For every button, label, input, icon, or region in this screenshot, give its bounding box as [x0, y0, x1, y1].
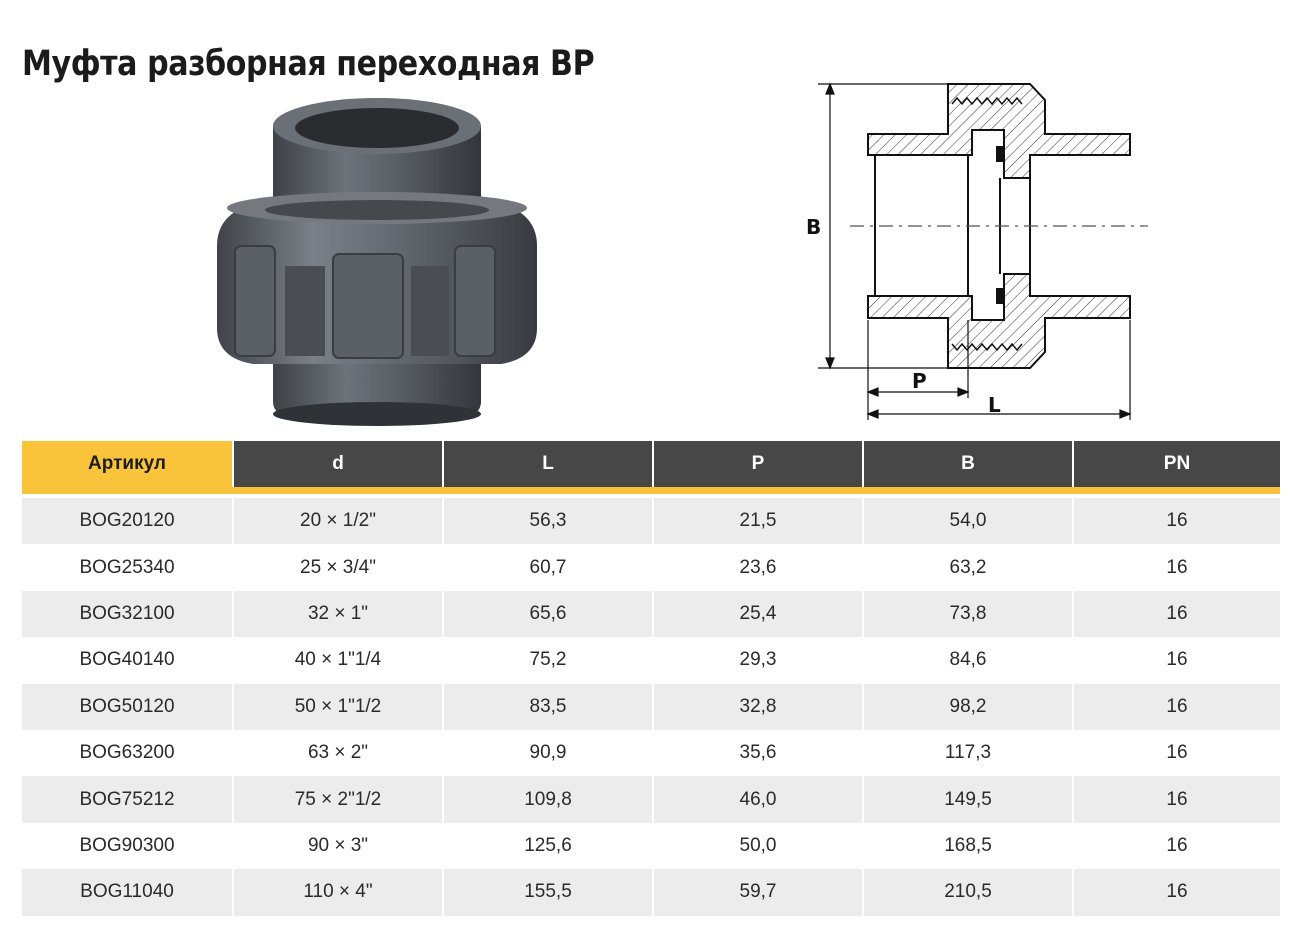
cell-l: 60,7 [442, 544, 652, 590]
cell-b: 149,5 [862, 776, 1072, 822]
cell-b: 210,5 [862, 869, 1072, 915]
cell-l: 90,9 [442, 730, 652, 776]
header-p: P [652, 441, 862, 487]
cell-pn: 16 [1072, 544, 1280, 590]
cell-l: 56,3 [442, 498, 652, 544]
cell-d: 25 × 3/4" [232, 544, 442, 590]
cell-pn: 16 [1072, 730, 1280, 776]
cell-p: 21,5 [652, 498, 862, 544]
cell-p: 32,8 [652, 684, 862, 730]
cell-pn: 16 [1072, 637, 1280, 683]
cell-d: 40 × 1"1/4 [232, 637, 442, 683]
cell-b: 117,3 [862, 730, 1072, 776]
cell-article: BOG40140 [79, 649, 175, 671]
cell-d: 90 × 3" [232, 823, 442, 869]
cell-article: BOG75212 [79, 788, 175, 810]
table-body [22, 498, 1280, 916]
cell-article: BOG50120 [79, 695, 175, 717]
cell-p: 29,3 [652, 637, 862, 683]
product-photo [205, 96, 550, 426]
cell-article: BOG90300 [79, 834, 175, 856]
cell-l: 125,6 [442, 823, 652, 869]
cell-b: 63,2 [862, 544, 1072, 590]
cell-d: 20 × 1/2" [232, 498, 442, 544]
cell-p: 25,4 [652, 591, 862, 637]
cell-b: 84,6 [862, 637, 1072, 683]
cell-article: BOG25340 [79, 556, 175, 578]
cell-l: 83,5 [442, 684, 652, 730]
cell-article: BOG20120 [79, 510, 175, 532]
cell-d: 75 × 2"1/2 [232, 776, 442, 822]
cell-p: 35,6 [652, 730, 862, 776]
cell-b: 73,8 [862, 591, 1072, 637]
cell-pn: 16 [1072, 591, 1280, 637]
cell-pn: 16 [1072, 684, 1280, 730]
technical-drawing [800, 76, 1160, 426]
table-header [22, 441, 1280, 487]
cell-d: 50 × 1"1/2 [232, 684, 442, 730]
spec-table [22, 441, 1280, 916]
dimension-label-p: P [912, 369, 927, 393]
table-row [22, 591, 1280, 637]
table-row [22, 684, 1280, 730]
cell-l: 65,6 [442, 591, 652, 637]
cell-pn: 16 [1072, 776, 1280, 822]
cell-l: 155,5 [442, 869, 652, 915]
table-row [22, 544, 1280, 590]
header-b: B [862, 441, 1072, 487]
cell-p: 50,0 [652, 823, 862, 869]
cell-pn: 16 [1072, 823, 1280, 869]
cell-pn: 16 [1072, 498, 1280, 544]
cell-article: BOG63200 [79, 742, 175, 764]
header-d: d [232, 441, 442, 487]
dimension-label-b: B [806, 215, 822, 239]
header-l: L [442, 441, 652, 487]
cell-p: 23,6 [652, 544, 862, 590]
cell-b: 54,0 [862, 498, 1072, 544]
cell-d: 110 × 4" [232, 869, 442, 915]
cell-article: BOG32100 [79, 602, 175, 624]
cell-p: 59,7 [652, 869, 862, 915]
cell-b: 98,2 [862, 684, 1072, 730]
cell-article: BOG11040 [80, 881, 174, 903]
cell-d: 63 × 2" [232, 730, 442, 776]
cell-l: 75,2 [442, 637, 652, 683]
cell-p: 46,0 [652, 776, 862, 822]
table-row [22, 637, 1280, 683]
cell-b: 168,5 [862, 823, 1072, 869]
table-row [22, 498, 1280, 544]
header-pn: PN [1072, 441, 1280, 487]
table-row [22, 776, 1280, 822]
page-title: Муфта разборная переходная ВР [22, 44, 595, 84]
cell-l: 109,8 [442, 776, 652, 822]
table-row [22, 869, 1280, 915]
header-accent-line [22, 487, 1280, 494]
cell-pn: 16 [1072, 869, 1280, 915]
dimension-label-l: L [988, 393, 1001, 417]
table-row [22, 730, 1280, 776]
header-article: Артикул [22, 441, 232, 487]
table-row [22, 823, 1280, 869]
cell-d: 32 × 1" [232, 591, 442, 637]
